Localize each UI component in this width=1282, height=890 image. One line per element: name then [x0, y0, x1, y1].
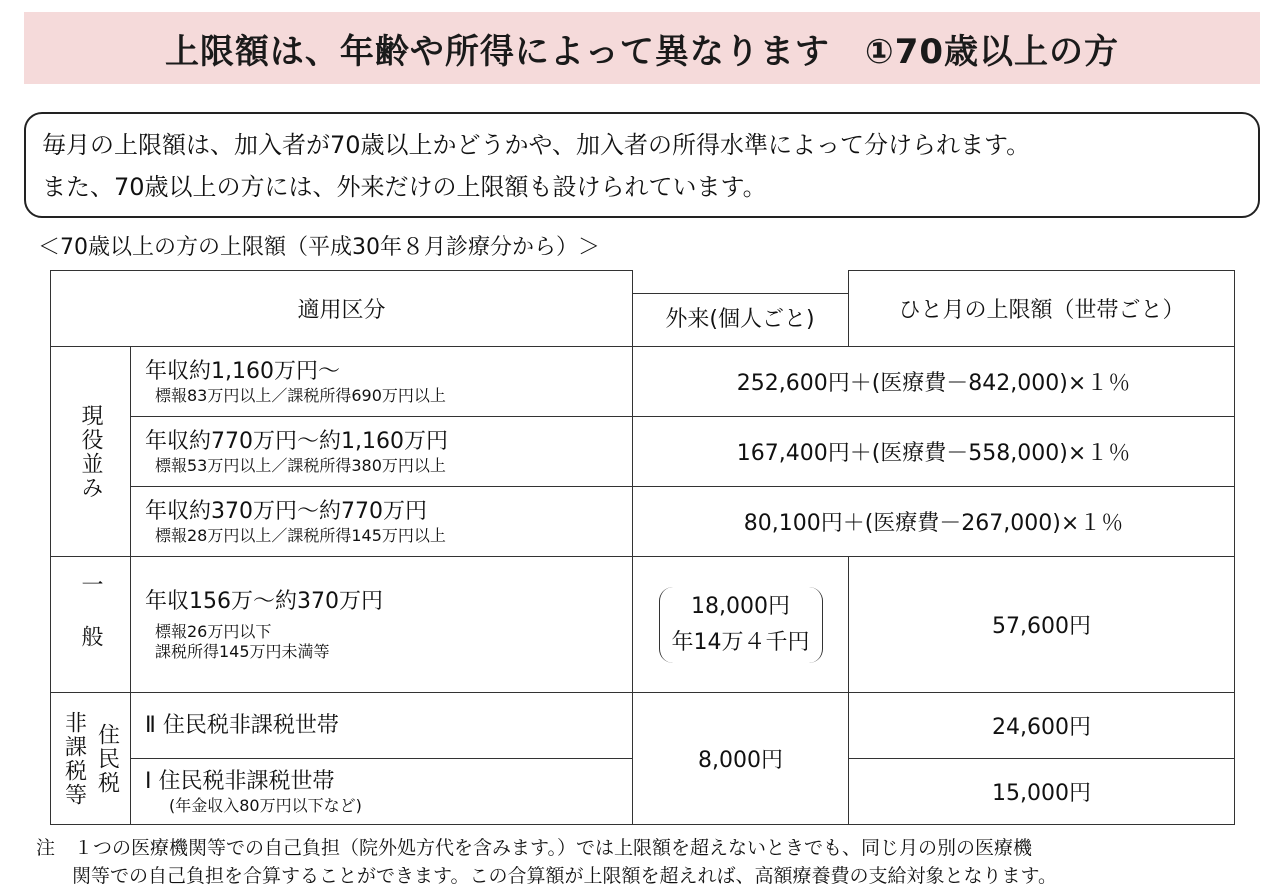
outpatient-value: 18,000円	[691, 593, 790, 619]
row-limit: 252,600円＋(医療費－842,000)×１％	[633, 347, 1235, 417]
group-genekinami-label: 現役並み	[78, 403, 103, 500]
row-limit: 80,100円＋(医療費－267,000)×１％	[633, 487, 1235, 557]
row-limit: 167,400円＋(医療費－558,000)×１％	[633, 417, 1235, 487]
table-row	[51, 487, 1235, 557]
header-outpatient-label: 外来(個人ごと)	[632, 293, 849, 345]
row-limit: 15,000円	[849, 759, 1235, 825]
row-title: Ⅰ 住民税非課税世帯	[145, 768, 335, 794]
limit-table	[50, 270, 1235, 825]
page-title-banner	[24, 12, 1260, 84]
footnote	[36, 834, 1266, 890]
row-category	[131, 487, 633, 557]
row-title: 年収約770万円～約1,160万円	[145, 428, 448, 454]
table-header-row	[51, 271, 1235, 347]
footnote-line-2: 関等での自己負担を合算することができます。この合算額が上限額を超えれば、高額療養費の支給対象となります。	[72, 865, 1057, 887]
group-ippan	[51, 557, 131, 693]
table-row	[51, 557, 1235, 693]
header-outpatient	[633, 271, 849, 347]
row-outpatient: 8,000円	[633, 693, 849, 825]
summary-line-1: 毎月の上限額は、加入者が70歳以上かどうかや、加入者の所得水準によって分けられます。	[42, 131, 1031, 159]
row-title: 年収約1,160万円～	[145, 358, 340, 384]
row-limit: 57,600円	[849, 557, 1235, 693]
row-subtitle-1: 標報26万円以下	[155, 621, 272, 641]
row-subtitle: (年金収入80万円以下など)	[169, 795, 362, 815]
row-subtitle: 標報53万円以上／課税所得380万円以上	[155, 455, 446, 475]
row-category	[131, 759, 633, 825]
row-category	[131, 417, 633, 487]
group-genekinami	[51, 347, 131, 557]
row-title: 年収約370万円～約770万円	[145, 498, 427, 524]
row-category	[131, 557, 633, 693]
table-row	[51, 693, 1235, 759]
row-subtitle-2: 課税所得145万円未満等	[155, 641, 330, 661]
table-row	[51, 417, 1235, 487]
row-subtitle: 標報28万円以上／課税所得145万円以上	[155, 525, 446, 545]
row-category	[131, 693, 633, 759]
header-category: 適用区分	[51, 271, 633, 347]
table-caption: ＜70歳以上の方の上限額（平成30年８月診療分から）＞	[38, 235, 600, 260]
outpatient-annual: 年14万４千円	[671, 629, 810, 655]
row-title: 年収156万～約370万円	[145, 588, 383, 614]
row-category	[131, 347, 633, 417]
row-title: Ⅱ 住民税非課税世帯	[145, 712, 339, 738]
group-hikazei	[51, 693, 131, 825]
page-title: 上限額は、年齢や所得によって異なります ①70歳以上の方	[164, 31, 1120, 72]
group-hikazei-label-b: 非課税等	[61, 710, 87, 807]
footnote-line-1: 注 １つの医療機関等での自己負担（院外処方代を含みます。）では上限額を超えないときでも、同じ月の別の医療機	[36, 837, 1032, 859]
group-ippan-label: 一般	[78, 572, 103, 677]
header-monthly: ひと月の上限額（世帯ごと）	[849, 271, 1235, 347]
row-outpatient	[633, 557, 849, 693]
row-subtitle: 標報83万円以上／課税所得690万円以上	[155, 385, 446, 405]
row-limit: 24,600円	[849, 693, 1235, 759]
summary-box	[24, 112, 1260, 218]
summary-line-2: また、70歳以上の方には、外来だけの上限額も設けられています。	[42, 173, 767, 201]
table-row	[51, 347, 1235, 417]
group-hikazei-label-a: 住民税	[94, 722, 120, 795]
outpatient-bracket	[659, 587, 823, 663]
